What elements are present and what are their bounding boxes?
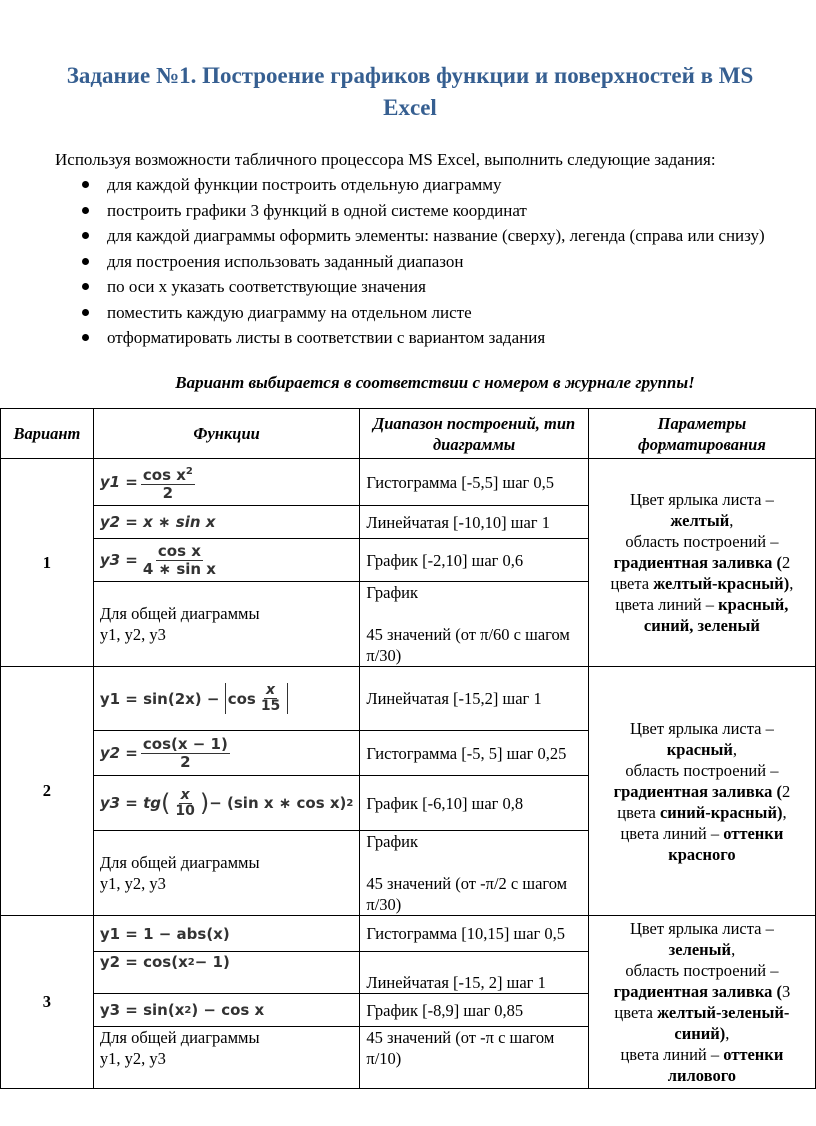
bullet-icon bbox=[82, 181, 89, 188]
formula-cell bbox=[93, 994, 360, 1027]
list-item: отформатировать листы в соответствии с вариантом задания bbox=[80, 325, 765, 351]
range-cell: График [-8,9] шаг 0,85 bbox=[360, 994, 588, 1027]
variant-number: 1 bbox=[1, 459, 94, 667]
range-cell: График 45 значений (от π/60 с шагом π/30) bbox=[360, 582, 588, 667]
formula-cell bbox=[93, 731, 360, 776]
table-row bbox=[1, 916, 816, 952]
list-item: для каждой диаграммы оформить элементы: название (сверху), легенда (справа или снизу) bbox=[80, 223, 765, 249]
header-variant: Вариант bbox=[1, 409, 94, 459]
formula: y1 = $\frac{\cos x^2}{2}$ bbox=[100, 463, 198, 502]
common-chart-cell: Для общей диаграммы y1, y2, y3 bbox=[93, 1027, 360, 1089]
formula-cell bbox=[93, 776, 360, 831]
common-chart-cell: Для общей диаграммы y1, y2, y3 bbox=[93, 831, 360, 916]
list-item: по оси х указать соответствующие значения bbox=[80, 274, 765, 300]
bullet-icon bbox=[82, 334, 89, 341]
variant-number: 3 bbox=[1, 916, 94, 1089]
range-cell: Гистограмма [-5,5] шаг 0,5 bbox=[360, 459, 588, 506]
formula: y3 = $\frac{\text{cos x}}{\text{4 ∗ sin x}}$ bbox=[99, 541, 216, 578]
title-line-2: Excel bbox=[383, 95, 437, 120]
formula-cell bbox=[93, 459, 360, 506]
params-cell: Цвет ярлыка листа – зеленый, область построений – градиентная заливка (3 цвета желтый-зеленый- синий), цвета линий – оттенки лилового bbox=[588, 916, 815, 1089]
bullet-icon bbox=[82, 232, 89, 239]
variant-note: Вариант выбирается в соответствии с номером в журнале группы! bbox=[175, 373, 695, 392]
bullet-icon bbox=[82, 309, 89, 316]
list-item: поместить каждую диаграмму на отдельном листе bbox=[80, 300, 765, 326]
header-range: Диапазон построений, тип диаграммы bbox=[360, 409, 588, 459]
common-chart-cell: Для общей диаграммы y1, y2, y3 bbox=[93, 582, 360, 667]
formula-cell bbox=[93, 916, 360, 952]
header-functions: Функции bbox=[93, 409, 360, 459]
formula-cell bbox=[93, 667, 360, 731]
table-row bbox=[1, 667, 816, 731]
list-item: для каждой функции построить отдельную диаграмму bbox=[80, 172, 765, 198]
variant-number: 2 bbox=[1, 667, 94, 916]
formula: y3 = tg ( $\frac{x}{10}$ ) − (sin x ∗ cos x) 2 bbox=[99, 786, 354, 819]
variants-table bbox=[0, 408, 816, 1089]
title-line-1: Задание №1. Построение графиков функции и поверхностей в MS bbox=[66, 63, 754, 88]
formula: y2 = cos(x 2 − 1) bbox=[99, 953, 230, 971]
list-item: для построения использовать заданный диапазон bbox=[80, 249, 765, 275]
list-item: построить графики 3 функций в одной системе координат bbox=[80, 198, 765, 224]
formula: y1 = sin(2x) − cos $\frac{x}{15}$ bbox=[100, 683, 288, 714]
table-row bbox=[1, 459, 816, 506]
intro-text: Используя возможности табличного процессора MS Excel, выполнить следующие задания: bbox=[55, 150, 716, 169]
range-cell: Гистограмма [10,15] шаг 0,5 bbox=[360, 916, 588, 952]
range-cell: График [-2,10] шаг 0,6 bbox=[360, 539, 588, 582]
range-cell: График [-6,10] шаг 0,8 bbox=[360, 776, 588, 831]
formula: y3 = sin(x 2 ) − cos x bbox=[99, 1001, 265, 1019]
formula-cell bbox=[93, 506, 360, 539]
task-list bbox=[80, 172, 765, 351]
table-header-row bbox=[1, 409, 816, 459]
bullet-icon bbox=[82, 207, 89, 214]
params-cell: Цвет ярлыка листа – красный, область построений – градиентная заливка (2 цвета синий-красный), цвета линий – оттенки красного bbox=[588, 667, 815, 916]
bullet-icon bbox=[82, 283, 89, 290]
range-cell: Линейчатая [-10,10] шаг 1 bbox=[360, 506, 588, 539]
range-cell: 45 значений (от -π с шагом π/10) bbox=[360, 1027, 588, 1089]
bullet-icon bbox=[82, 258, 89, 265]
formula: y2 = x ∗ sin x bbox=[99, 513, 216, 531]
header-params: Параметры форматирования bbox=[588, 409, 815, 459]
range-cell: Линейчатая [-15, 2] шаг 1 bbox=[360, 952, 588, 994]
range-cell: График 45 значений (от -π/2 с шагом π/30) bbox=[360, 831, 588, 916]
formula: y1 = 1 − abs(x) bbox=[99, 924, 230, 943]
formula: y2 = $\frac{\cos(x - 1)}{2}$ bbox=[99, 734, 228, 771]
formula-cell bbox=[93, 952, 360, 994]
formula-cell bbox=[93, 539, 360, 582]
params-cell: Цвет ярлыка листа – желтый, область построений – градиентная заливка (2 цвета желтый-красный), цвета линий – красный, синий, зеленый bbox=[588, 459, 815, 667]
range-cell: Линейчатая [-15,2] шаг 1 bbox=[360, 667, 588, 731]
page-title bbox=[40, 60, 780, 124]
range-cell: Гистограмма [-5, 5] шаг 0,25 bbox=[360, 731, 588, 776]
